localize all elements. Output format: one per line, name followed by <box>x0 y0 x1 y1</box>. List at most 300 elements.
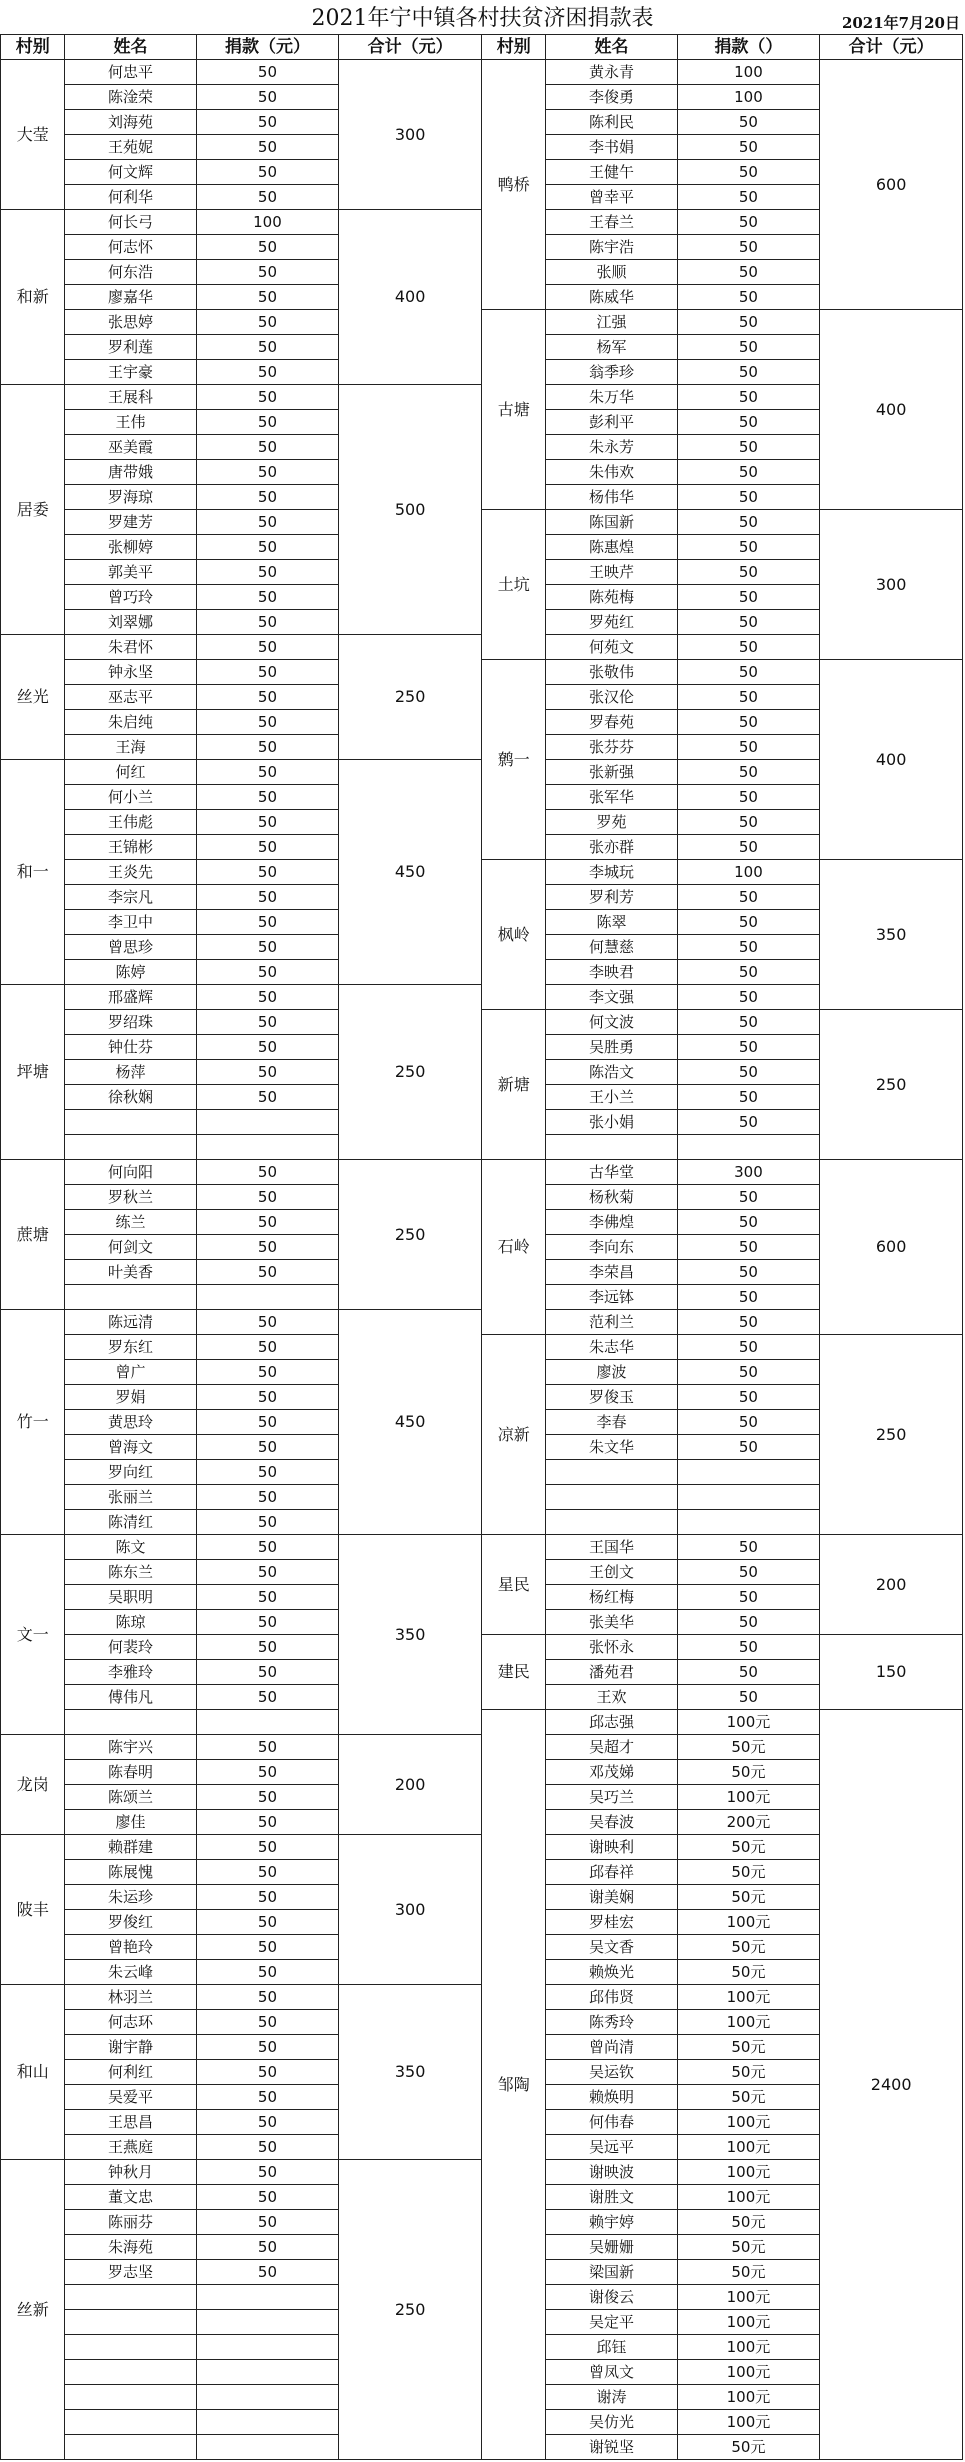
right-donation-amount: 50元 <box>677 1835 820 1860</box>
left-donation-amount: 50 <box>196 1260 339 1285</box>
left-donor-name: 何长弓 <box>65 210 196 235</box>
right-donor-name: 翁季珍 <box>546 360 677 385</box>
left-donation-amount: 50 <box>196 1535 339 1560</box>
left-donation-amount: 50 <box>196 1610 339 1635</box>
right-donor-name: 张军华 <box>546 785 677 810</box>
right-donation-amount: 50 <box>677 985 820 1010</box>
right-donor-name: 何伟春 <box>546 2110 677 2135</box>
left-donor-name: 罗海琼 <box>65 485 196 510</box>
left-donation-amount-empty <box>196 1135 339 1160</box>
left-donor-name-empty <box>65 2435 196 2460</box>
left-donation-amount-empty <box>196 2335 339 2360</box>
left-donation-amount: 50 <box>196 1985 339 2010</box>
right-donation-amount: 50 <box>677 785 820 810</box>
right-donor-name: 张新强 <box>546 760 677 785</box>
header-left-name: 姓名 <box>65 35 196 60</box>
left-donation-amount: 50 <box>196 435 339 460</box>
right-donor-name: 吴定平 <box>546 2310 677 2335</box>
right-donor-name: 张怀永 <box>546 1635 677 1660</box>
right-donation-amount: 100元 <box>677 2285 820 2310</box>
right-donor-name: 邱钰 <box>546 2335 677 2360</box>
left-donation-amount-empty <box>196 2435 339 2460</box>
left-donor-name: 李卫中 <box>65 910 196 935</box>
table-row <box>1 660 963 685</box>
right-donation-amount-empty <box>677 1485 820 1510</box>
left-donation-amount: 50 <box>196 2085 339 2110</box>
right-donor-name: 杨伟华 <box>546 485 677 510</box>
right-donor-name: 陈国新 <box>546 510 677 535</box>
right-donation-amount: 50 <box>677 1185 820 1210</box>
right-donor-name: 黄永青 <box>546 60 677 85</box>
left-village-cell: 和山 <box>1 1985 65 2160</box>
right-donation-amount: 50 <box>677 835 820 860</box>
right-donation-amount: 50 <box>677 210 820 235</box>
left-donation-amount: 50 <box>196 535 339 560</box>
left-donor-name: 曾巧玲 <box>65 585 196 610</box>
right-village-cell: 枫岭 <box>481 860 545 1010</box>
left-donor-name: 朱海苑 <box>65 2235 196 2260</box>
right-donation-amount: 50 <box>677 135 820 160</box>
left-donation-amount-empty <box>196 2310 339 2335</box>
left-donation-amount: 50 <box>196 1310 339 1335</box>
right-donor-name: 李书娟 <box>546 135 677 160</box>
right-donation-amount: 50 <box>677 1635 820 1660</box>
left-donation-amount: 50 <box>196 60 339 85</box>
left-donation-amount: 50 <box>196 1510 339 1535</box>
left-donor-name: 何东浩 <box>65 260 196 285</box>
right-donor-name: 何苑文 <box>546 635 677 660</box>
left-donor-name: 陈文 <box>65 1535 196 1560</box>
left-donor-name: 钟永坚 <box>65 660 196 685</box>
left-donor-name: 邢盛辉 <box>65 985 196 1010</box>
left-donor-name-empty <box>65 2310 196 2335</box>
right-donation-amount: 50 <box>677 1260 820 1285</box>
left-village-total: 250 <box>339 2160 482 2460</box>
table-row <box>1 1010 963 1035</box>
donation-table <box>0 34 963 2460</box>
right-donor-name: 邱春祥 <box>546 1860 677 1885</box>
right-donation-amount: 50 <box>677 560 820 585</box>
left-donor-name-empty <box>65 2385 196 2410</box>
right-donation-amount: 50 <box>677 1360 820 1385</box>
left-donor-name: 唐带娥 <box>65 460 196 485</box>
sheet-title: 2021年宁中镇各村扶贫济困捐款表 <box>311 6 654 31</box>
right-donation-amount: 100 <box>677 860 820 885</box>
left-donation-amount: 50 <box>196 410 339 435</box>
table-row <box>1 510 963 535</box>
left-donation-amount: 50 <box>196 2160 339 2185</box>
right-donor-name: 范利兰 <box>546 1310 677 1335</box>
right-donor-name: 吴巧兰 <box>546 1785 677 1810</box>
left-donation-amount: 50 <box>196 2060 339 2085</box>
left-donor-name: 何剑文 <box>65 1235 196 1260</box>
left-village-cell: 大莹 <box>1 60 65 210</box>
right-donor-name: 邓茂娣 <box>546 1760 677 1785</box>
left-donation-amount: 50 <box>196 2235 339 2260</box>
right-donation-amount: 100元 <box>677 1910 820 1935</box>
left-donation-amount: 50 <box>196 1810 339 1835</box>
left-donation-amount: 50 <box>196 1960 339 1985</box>
left-donor-name-empty <box>65 1135 196 1160</box>
header-left-donation: 捐款（元） <box>196 35 339 60</box>
left-donor-name: 王宇豪 <box>65 360 196 385</box>
left-donor-name-empty <box>65 2360 196 2385</box>
right-donation-amount: 50 <box>677 1660 820 1685</box>
left-donation-amount: 50 <box>196 1185 339 1210</box>
header-left-total: 合计（元） <box>339 35 482 60</box>
left-donation-amount-empty <box>196 1110 339 1135</box>
left-village-cell: 文一 <box>1 1535 65 1735</box>
left-donor-name: 练兰 <box>65 1210 196 1235</box>
header-left-village: 村别 <box>1 35 65 60</box>
right-donor-name: 陈秀玲 <box>546 2010 677 2035</box>
left-donation-amount: 50 <box>196 2210 339 2235</box>
left-donation-amount: 50 <box>196 110 339 135</box>
left-donation-amount: 50 <box>196 260 339 285</box>
right-donation-amount: 100元 <box>677 2360 820 2385</box>
right-donation-amount: 50元 <box>677 2260 820 2285</box>
table-row <box>1 1160 963 1185</box>
table-row <box>1 860 963 885</box>
right-donation-amount: 50 <box>677 460 820 485</box>
right-donation-amount: 50 <box>677 360 820 385</box>
left-donation-amount: 50 <box>196 785 339 810</box>
right-donor-name: 吴远平 <box>546 2135 677 2160</box>
left-donation-amount: 50 <box>196 1485 339 1510</box>
right-donation-amount: 50 <box>677 335 820 360</box>
left-donor-name: 王燕庭 <box>65 2135 196 2160</box>
left-donation-amount: 50 <box>196 860 339 885</box>
left-village-cell: 竹一 <box>1 1310 65 1535</box>
right-donor-name: 谢映波 <box>546 2160 677 2185</box>
left-donor-name: 傅伟凡 <box>65 1685 196 1710</box>
left-donor-name: 陈宇兴 <box>65 1735 196 1760</box>
left-donor-name: 陈远清 <box>65 1310 196 1335</box>
right-donation-amount-empty <box>677 1510 820 1535</box>
right-village-cell: 鸭桥 <box>481 60 545 310</box>
right-donation-amount: 50 <box>677 810 820 835</box>
left-donor-name-empty <box>65 2410 196 2435</box>
right-donor-name: 李城玩 <box>546 860 677 885</box>
left-donation-amount: 50 <box>196 835 339 860</box>
left-donor-name: 曾广 <box>65 1360 196 1385</box>
right-donation-amount: 50 <box>677 1035 820 1060</box>
left-donation-amount: 50 <box>196 235 339 260</box>
right-donor-name: 赖宇婷 <box>546 2210 677 2235</box>
right-donor-name-empty <box>546 1510 677 1535</box>
right-donation-amount: 100元 <box>677 2410 820 2435</box>
left-donor-name: 陈婷 <box>65 960 196 985</box>
left-donor-name: 罗绍珠 <box>65 1010 196 1035</box>
left-donor-name: 钟仕芬 <box>65 1035 196 1060</box>
right-donor-name: 廖波 <box>546 1360 677 1385</box>
left-donation-amount: 50 <box>196 1435 339 1460</box>
right-donation-amount: 50 <box>677 935 820 960</box>
left-donation-amount: 50 <box>196 635 339 660</box>
left-donation-amount: 50 <box>196 1885 339 1910</box>
left-donor-name: 陈琼 <box>65 1610 196 1635</box>
left-donor-name: 王伟彪 <box>65 810 196 835</box>
right-donor-name: 何慧慈 <box>546 935 677 960</box>
right-donation-amount: 50元 <box>677 2085 820 2110</box>
left-donor-name: 何志怀 <box>65 235 196 260</box>
right-village-total: 2400 <box>820 1710 963 2460</box>
left-donation-amount: 50 <box>196 885 339 910</box>
right-donor-name: 朱永芳 <box>546 435 677 460</box>
right-donation-amount: 50元 <box>677 1960 820 1985</box>
left-donor-name: 陈淦荣 <box>65 85 196 110</box>
left-donation-amount-empty <box>196 1285 339 1310</box>
right-village-total: 600 <box>820 1160 963 1335</box>
left-donation-amount-empty <box>196 2285 339 2310</box>
right-village-cell: 古塘 <box>481 310 545 510</box>
left-donation-amount: 50 <box>196 610 339 635</box>
left-donation-amount: 50 <box>196 1910 339 1935</box>
left-donor-name: 徐秋娴 <box>65 1085 196 1110</box>
table-row <box>1 1710 963 1735</box>
right-donor-name: 罗春苑 <box>546 710 677 735</box>
table-row <box>1 1535 963 1560</box>
right-donation-amount: 50 <box>677 1235 820 1260</box>
left-donation-amount: 50 <box>196 85 339 110</box>
table-row <box>1 1335 963 1360</box>
right-donor-name: 朱万华 <box>546 385 677 410</box>
right-donation-amount: 50 <box>677 910 820 935</box>
left-donor-name: 朱运珍 <box>65 1885 196 1910</box>
left-donation-amount: 50 <box>196 1235 339 1260</box>
right-donor-name: 吴运钦 <box>546 2060 677 2085</box>
left-village-cell: 和新 <box>1 210 65 385</box>
right-donor-name: 李佛煌 <box>546 1210 677 1235</box>
left-village-cell: 居委 <box>1 385 65 635</box>
left-donor-name: 何红 <box>65 760 196 785</box>
right-donor-name: 张芬芬 <box>546 735 677 760</box>
left-donation-amount: 50 <box>196 135 339 160</box>
left-donation-amount: 50 <box>196 310 339 335</box>
left-village-total: 250 <box>339 635 482 760</box>
left-donor-name: 陈清红 <box>65 1510 196 1535</box>
right-donor-name: 谢映利 <box>546 1835 677 1860</box>
right-donation-amount: 100元 <box>677 2110 820 2135</box>
right-donation-amount: 50元 <box>677 2035 820 2060</box>
left-donation-amount: 50 <box>196 160 339 185</box>
right-village-cell: 鹩一 <box>481 660 545 860</box>
left-donation-amount: 50 <box>196 335 339 360</box>
left-donation-amount: 50 <box>196 1835 339 1860</box>
right-donor-name: 李文强 <box>546 985 677 1010</box>
right-donation-amount: 50 <box>677 310 820 335</box>
right-village-total: 600 <box>820 60 963 310</box>
right-donor-name: 朱志华 <box>546 1335 677 1360</box>
left-donor-name: 张柳婷 <box>65 535 196 560</box>
right-village-cell: 星民 <box>481 1535 545 1635</box>
right-donor-name: 杨秋菊 <box>546 1185 677 1210</box>
right-donation-amount: 50元 <box>677 1760 820 1785</box>
right-donor-name: 王小兰 <box>546 1085 677 1110</box>
left-donor-name: 曾海文 <box>65 1435 196 1460</box>
right-donor-name: 罗桂宏 <box>546 1910 677 1935</box>
right-donor-name: 王创文 <box>546 1560 677 1585</box>
header-right-donation: 捐款（） <box>677 35 820 60</box>
right-donor-name: 曾凤文 <box>546 2360 677 2385</box>
right-donation-amount: 50元 <box>677 1860 820 1885</box>
right-donor-name: 王欢 <box>546 1685 677 1710</box>
left-village-cell: 坪塘 <box>1 985 65 1160</box>
right-donor-name: 罗苑红 <box>546 610 677 635</box>
donation-table-body <box>1 35 963 2460</box>
right-donor-name-empty <box>546 1460 677 1485</box>
right-donation-amount: 50 <box>677 1685 820 1710</box>
right-donation-amount: 50 <box>677 1535 820 1560</box>
left-donor-name: 王展科 <box>65 385 196 410</box>
left-donor-name: 陈颂兰 <box>65 1785 196 1810</box>
right-donor-name: 杨红梅 <box>546 1585 677 1610</box>
left-donation-amount: 50 <box>196 1785 339 1810</box>
right-donation-amount: 50 <box>677 285 820 310</box>
right-donation-amount: 50 <box>677 1210 820 1235</box>
left-donor-name-empty <box>65 2285 196 2310</box>
left-donor-name: 朱君怀 <box>65 635 196 660</box>
right-village-total: 250 <box>820 1335 963 1535</box>
left-donor-name: 张思婷 <box>65 310 196 335</box>
left-donation-amount: 50 <box>196 1085 339 1110</box>
right-donation-amount: 50 <box>677 535 820 560</box>
right-donation-amount: 50 <box>677 435 820 460</box>
left-donor-name: 罗建芳 <box>65 510 196 535</box>
right-donor-name: 张亦群 <box>546 835 677 860</box>
left-village-total: 450 <box>339 1310 482 1535</box>
right-donor-name: 邱志强 <box>546 1710 677 1735</box>
right-donation-amount: 50 <box>677 110 820 135</box>
right-donation-amount: 50 <box>677 1310 820 1335</box>
left-donor-name: 谢宇静 <box>65 2035 196 2060</box>
right-donor-name: 江强 <box>546 310 677 335</box>
right-donor-name: 陈苑梅 <box>546 585 677 610</box>
right-donor-name: 张敬伟 <box>546 660 677 685</box>
right-donor-name-empty <box>546 1135 677 1160</box>
left-donation-amount: 50 <box>196 935 339 960</box>
left-donor-name: 王海 <box>65 735 196 760</box>
right-donor-name: 杨军 <box>546 335 677 360</box>
right-donation-amount: 100元 <box>677 1710 820 1735</box>
left-donor-name-empty <box>65 2335 196 2360</box>
right-donor-name: 罗俊玉 <box>546 1385 677 1410</box>
left-donor-name: 何志环 <box>65 2010 196 2035</box>
header-row <box>1 35 963 60</box>
left-village-total: 450 <box>339 760 482 985</box>
left-donor-name: 张丽兰 <box>65 1485 196 1510</box>
left-donation-amount: 50 <box>196 460 339 485</box>
left-donation-amount: 50 <box>196 360 339 385</box>
right-donor-name: 李荣昌 <box>546 1260 677 1285</box>
right-village-total: 400 <box>820 310 963 510</box>
left-donation-amount-empty <box>196 2360 339 2385</box>
right-donor-name: 李春 <box>546 1410 677 1435</box>
right-village-total: 300 <box>820 510 963 660</box>
right-donor-name: 李俊勇 <box>546 85 677 110</box>
left-donation-amount: 50 <box>196 685 339 710</box>
left-village-total: 250 <box>339 1160 482 1310</box>
left-donor-name-empty <box>65 1285 196 1310</box>
right-donation-amount: 50 <box>677 760 820 785</box>
sheet-date: 2021年7月20日 <box>841 14 960 32</box>
left-donation-amount: 50 <box>196 2185 339 2210</box>
right-village-cell: 土坑 <box>481 510 545 660</box>
left-village-total: 300 <box>339 60 482 210</box>
right-donor-name: 王健午 <box>546 160 677 185</box>
left-donor-name-empty <box>65 1110 196 1135</box>
left-donor-name: 赖群建 <box>65 1835 196 1860</box>
right-donation-amount: 50 <box>677 160 820 185</box>
right-village-cell: 建民 <box>481 1635 545 1710</box>
left-donor-name: 钟秋月 <box>65 2160 196 2185</box>
right-donation-amount: 200元 <box>677 1810 820 1835</box>
right-donation-amount: 50 <box>677 610 820 635</box>
right-donation-amount: 50 <box>677 1335 820 1360</box>
right-donor-name: 王国华 <box>546 1535 677 1560</box>
right-donor-name: 李向东 <box>546 1235 677 1260</box>
left-donor-name: 何忠平 <box>65 60 196 85</box>
right-donor-name: 张美华 <box>546 1610 677 1635</box>
right-donor-name: 陈翠 <box>546 910 677 935</box>
left-donation-amount: 50 <box>196 1210 339 1235</box>
left-village-cell: 陂丰 <box>1 1835 65 1985</box>
right-donation-amount-empty <box>677 1460 820 1485</box>
left-donor-name: 罗利莲 <box>65 335 196 360</box>
header-right-total: 合计（元） <box>820 35 963 60</box>
left-village-total: 500 <box>339 385 482 635</box>
right-donation-amount: 50 <box>677 1010 820 1035</box>
right-donation-amount: 50 <box>677 585 820 610</box>
left-donor-name: 曾思珍 <box>65 935 196 960</box>
left-donation-amount: 50 <box>196 735 339 760</box>
right-donor-name: 赖焕光 <box>546 1960 677 1985</box>
right-donor-name: 吴胜勇 <box>546 1035 677 1060</box>
right-donor-name-empty <box>546 1485 677 1510</box>
left-donor-name-empty <box>65 1710 196 1735</box>
table-row <box>1 60 963 85</box>
right-donor-name: 李映君 <box>546 960 677 985</box>
right-donation-amount: 50 <box>677 410 820 435</box>
left-donation-amount: 50 <box>196 810 339 835</box>
left-donor-name: 王思昌 <box>65 2110 196 2135</box>
right-donor-name: 邱伟贤 <box>546 1985 677 2010</box>
left-donor-name: 吴爱平 <box>65 2085 196 2110</box>
left-donation-amount: 50 <box>196 2110 339 2135</box>
left-donation-amount: 50 <box>196 1035 339 1060</box>
left-donor-name: 黄思玲 <box>65 1410 196 1435</box>
right-donor-name: 彭利平 <box>546 410 677 435</box>
right-donor-name: 罗利芳 <box>546 885 677 910</box>
left-village-total: 400 <box>339 210 482 385</box>
left-donor-name: 杨萍 <box>65 1060 196 1085</box>
right-donor-name: 谢美娴 <box>546 1885 677 1910</box>
right-donor-name: 谢锐坚 <box>546 2435 677 2460</box>
left-donation-amount: 50 <box>196 660 339 685</box>
right-donation-amount: 50 <box>677 1385 820 1410</box>
left-donor-name: 罗向红 <box>65 1460 196 1485</box>
left-donor-name: 罗东红 <box>65 1335 196 1360</box>
right-donor-name: 陈惠煌 <box>546 535 677 560</box>
left-donation-amount: 50 <box>196 1160 339 1185</box>
left-donor-name: 巫美霞 <box>65 435 196 460</box>
left-donor-name: 罗俊红 <box>65 1910 196 1935</box>
left-donor-name: 朱云峰 <box>65 1960 196 1985</box>
right-donor-name: 吴仿光 <box>546 2410 677 2435</box>
right-donor-name: 李远钵 <box>546 1285 677 1310</box>
right-donor-name: 谢涛 <box>546 2385 677 2410</box>
right-donor-name: 何文波 <box>546 1010 677 1035</box>
